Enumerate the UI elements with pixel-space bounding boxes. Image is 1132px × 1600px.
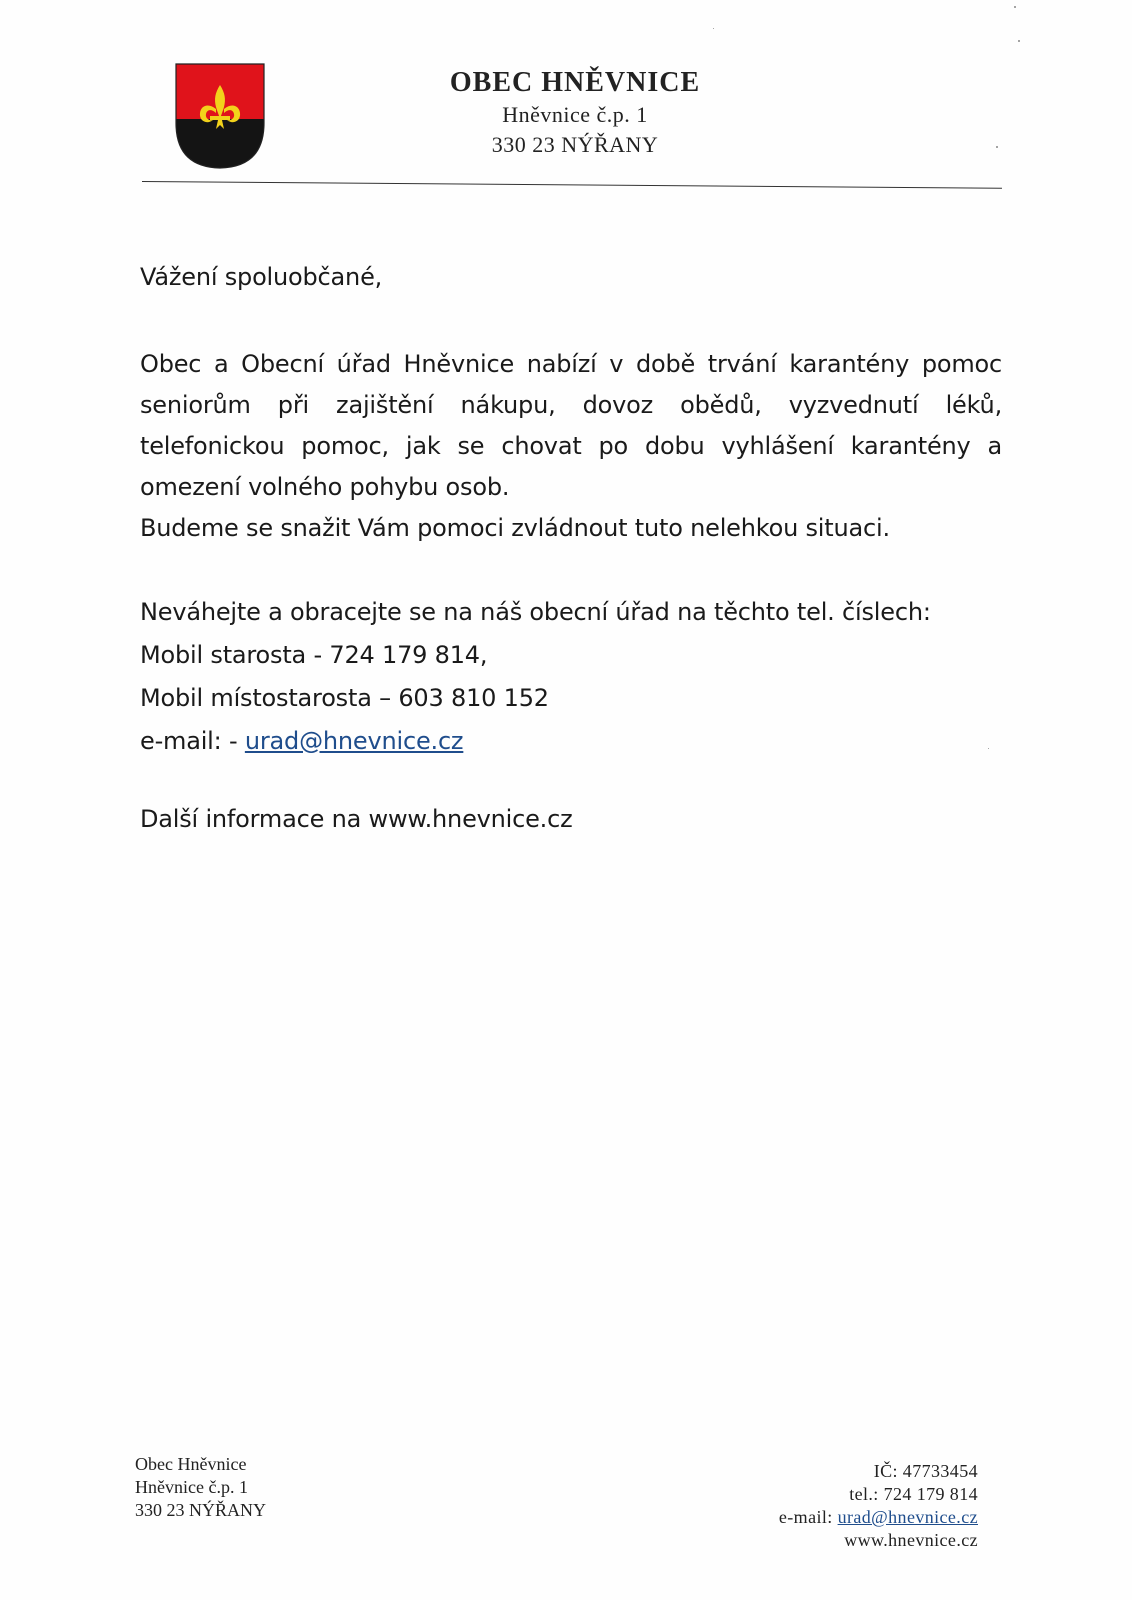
email-prefix: e-mail: - — [140, 727, 245, 755]
letterhead — [410, 66, 740, 160]
email-link[interactable]: urad@hnevnice.cz — [244, 727, 464, 755]
scan-speck — [988, 748, 989, 749]
contact-list — [140, 634, 549, 763]
footer-tel: tel.: 724 179 814 — [849, 1484, 978, 1504]
footer-address-line2: 330 23 NÝŘANY — [135, 1500, 267, 1520]
email-line — [140, 720, 549, 763]
main-paragraph — [140, 344, 1002, 549]
paragraph-line: omezení volného pohybu osob. — [140, 473, 510, 501]
footer-email-line — [779, 1506, 978, 1529]
paragraph-line: Budeme se snažit Vám pomoci zvládnout tuto nelehkou situaci. — [140, 514, 890, 542]
footer-contacts — [779, 1460, 978, 1552]
scan-speck — [1018, 40, 1020, 42]
paragraph-line: telefonickou pomoc, jak se chovat po dobu vyhlášení karantény a — [140, 432, 1002, 460]
footer-email-prefix: e-mail: — [778, 1507, 838, 1527]
more-info-line: Další informace na www.hnevnice.cz — [140, 805, 573, 833]
footer-web[interactable]: www.hnevnice.cz — [844, 1530, 978, 1550]
crest-bottom-field — [175, 119, 265, 169]
municipality-title: OBEC HNĚVNICE — [449, 67, 701, 98]
mayor-phone: Mobil starosta - 724 179 814, — [140, 641, 488, 669]
header-address-line2: 330 23 NÝŘANY — [491, 132, 659, 157]
footer-email-link[interactable]: urad@hnevnice.cz — [837, 1507, 978, 1527]
footer-name: Obec Hněvnice — [135, 1454, 247, 1474]
deputy-phone: Mobil místostarosta – 603 810 152 — [140, 684, 549, 712]
footer-ic: IČ: 47733454 — [873, 1461, 978, 1481]
scan-speck — [713, 28, 714, 29]
contact-intro: Neváhejte a obracejte se na náš obecní úřad na těchto tel. číslech: — [140, 598, 931, 626]
footer-address-line1: Hněvnice č.p. 1 — [135, 1477, 248, 1497]
scan-speck — [1014, 6, 1016, 8]
paragraph-line: Obec a Obecní úřad Hněvnice nabízí v době trvání karantény pomoc — [140, 350, 1002, 378]
salutation: Vážení spoluobčané, — [140, 263, 383, 291]
header-divider — [142, 181, 1002, 189]
paragraph-line: seniorům při zajištění nákupu, dovoz obědů, vyzvednutí léků, — [140, 391, 1002, 419]
footer-address — [135, 1453, 266, 1522]
crest-shield-icon — [175, 63, 265, 169]
municipal-crest — [175, 63, 265, 169]
header-address-line1: Hněvnice č.p. 1 — [502, 102, 648, 127]
scan-speck — [996, 146, 998, 148]
